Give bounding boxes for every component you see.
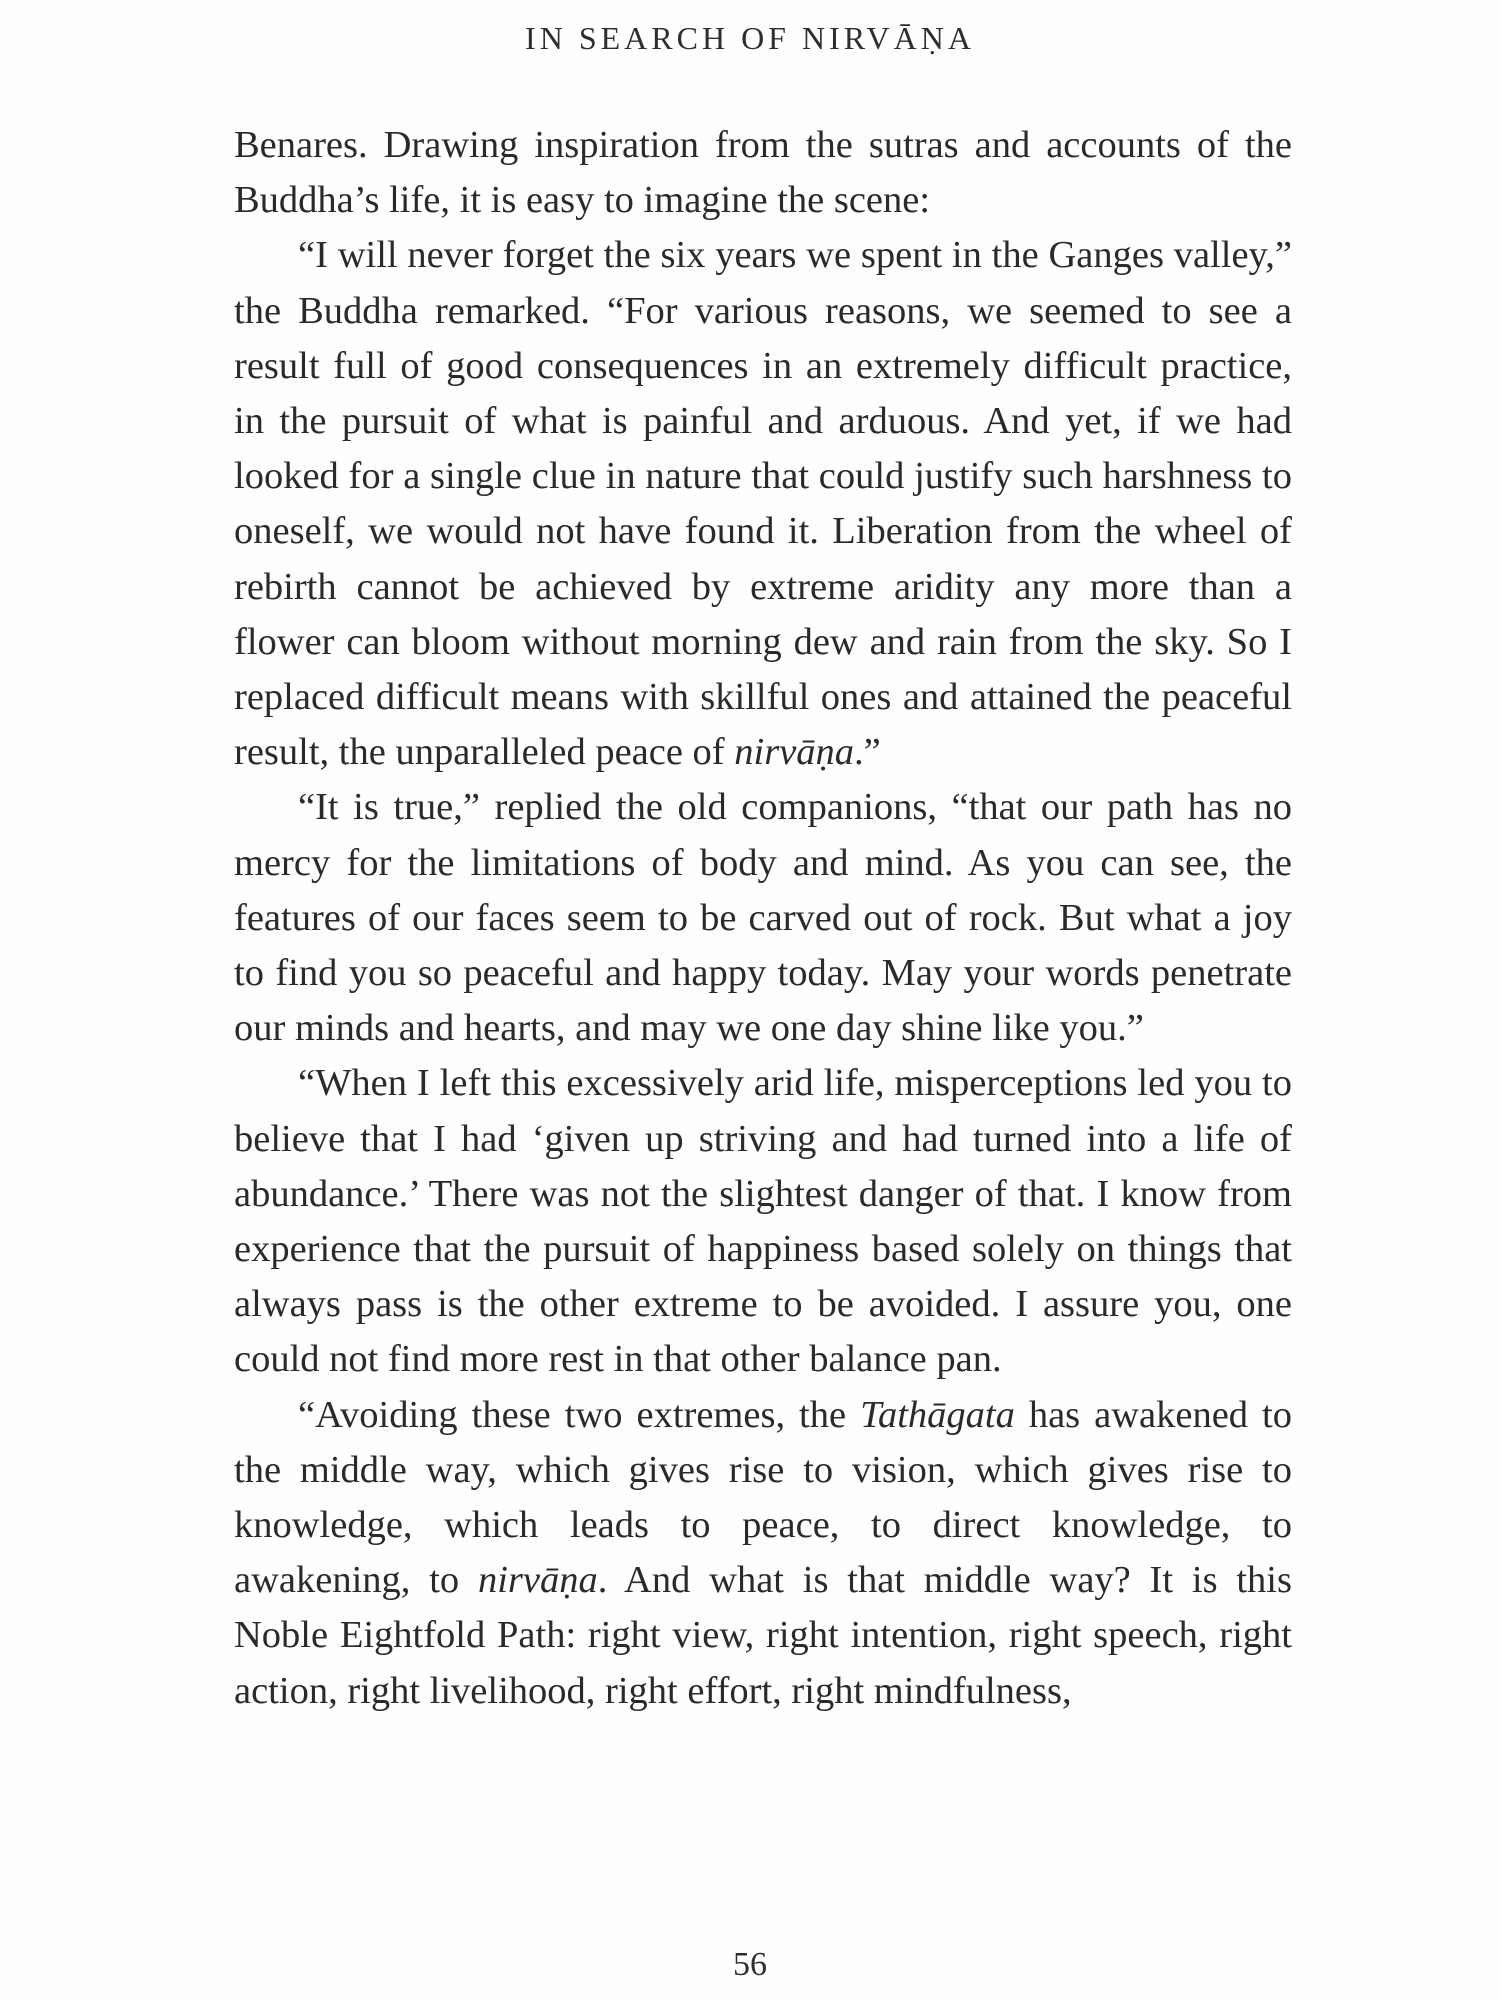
paragraph-text: has awakened to the middle way, which gives rise to vision, which gives rise to knowledge, which leads to peace, to direct knowledge, to awakening, to [234, 1393, 1292, 1602]
body-text [234, 118, 1292, 1719]
paragraph [234, 118, 1292, 228]
italic-term: Tathāgata [860, 1393, 1015, 1436]
paragraph-text: Benares. Drawing inspiration from the sutras and accounts of the Buddha’s life, it is easy to imagine the scene: [234, 124, 1292, 222]
page-number: 56 [733, 1946, 767, 1983]
paragraph-text: “Avoiding these two extremes, the [298, 1393, 861, 1436]
paragraph-text: . And what is that middle way? It is this Noble Eightfold Path: right view, right intention, right speech, right action, right livelihood, right effort, right mindfulness, [234, 1559, 1292, 1712]
paragraph-text: “It is true,” replied the old companions, “that our path has no mercy for the limitations of body and mind. As you can see, the features of our faces seem to be carved out of rock. But what a joy to find you so peaceful and happy today. May your words penetrate our minds and hearts, and may we one day shine like you.” [234, 786, 1292, 1050]
italic-term: nirvāṇa [734, 731, 855, 774]
running-head: IN SEARCH OF NIRVĀṆA [525, 20, 975, 56]
paragraph [234, 1056, 1292, 1387]
paragraph-text: .” [854, 731, 881, 774]
paragraph [234, 1388, 1292, 1719]
italic-term: nirvāṇa [477, 1559, 598, 1602]
paragraph [234, 228, 1292, 780]
paragraph-text: “When I left this excessively arid life, misperceptions led you to believe that I had ‘given up striving and had turned into a life of abundance.’ There was not the slightest danger of that. I know from experience that the pursuit of happiness based solely on things that always pass is the other extreme to be avoided. I assure you, one could not find more rest in that other balance pan. [234, 1062, 1292, 1381]
paragraph [234, 780, 1292, 1056]
paragraph-text: “I will never forget the six years we spent in the Ganges valley,” the Buddha remarked. “For various reasons, we seemed to see a result full of good consequences in an extremely difficult practice, in the pursuit of what is painful and arduous. And yet, if we had looked for a single clue in nature that could justify such harshness to oneself, we would not have found it. Liberation from the wheel of rebirth cannot be achieved by extreme aridity any more than a flower can bloom without morning dew and rain from the sky. So I replaced difficult means with skillful ones and attained the peaceful result, the unparalleled peace of [234, 234, 1292, 774]
